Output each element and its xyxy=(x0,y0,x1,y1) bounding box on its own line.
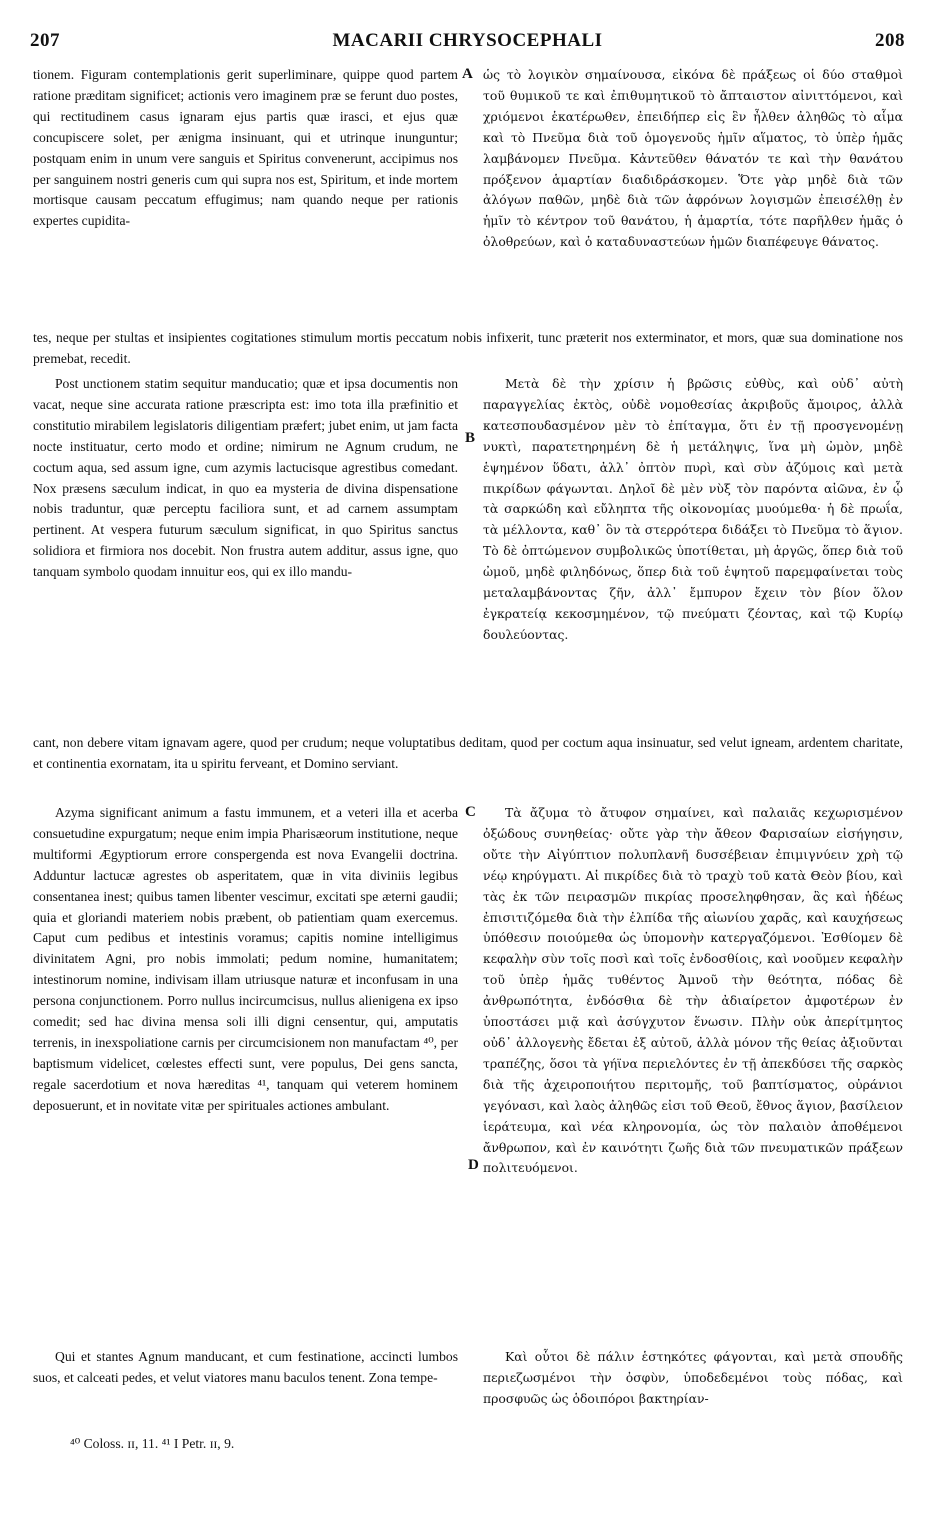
greek-paragraph-1: ὡς τὸ λογικὸν σημαίνουσα, εἰκόνα δὲ πράξεως οἱ δύο σταθμοὶ τοῦ θυμικοῦ τε καὶ ἐπιθυμητικοῦ τὸ ἄπταιστον αἰνιττόμενοι, καὶ χριόμενοι ἑκατέρωθεν, ἐπειδήπερ εἰς ἓν ἦλθεν ἀληθῶς τὸ αἷμα καὶ τὸ Πνεῦμα διὰ τοῦ ὁμογενοῦς ἡμῖν αἵματος, τὸ ὑπὲρ ἡμᾶς λαμβάνομεν Πνεῦμα. Κἀντεῦθεν θάνατόν τε καὶ τὴν θανάτου πρόξενον ἁμαρτίαν διαδιδράσκομεν. Ὅτε γὰρ μηδὲ διὰ τῶν ἀλόγων παθῶν, μηδὲ διὰ τῶν ἀφρόνων λογισμῶν ἐπεισέλθῃ ἐν ἡμῖν τὸ κέντρον τοῦ θανάτου, ἡ ἁμαρτία, τότε παρῆλθεν ἡμᾶς ὁ ὀλοθρεύων, καὶ ὁ καταδυναστεύων ἡμῶν διαπέφευγε θάνατος. xyxy=(483,67,903,250)
running-header xyxy=(30,30,905,54)
right-page-number: 208 xyxy=(875,30,905,51)
latin-paragraph-4: Qui et stantes Agnum manducant, et cum festinatione, accincti lumbos suos, et calceati pedes, et velut viatores manu baculos tenent. Zona tempe- xyxy=(33,1349,458,1385)
latin-paragraph-3: Azyma significant animum a fastu immunem, et a veteri illa et acerba consuetudine expurgatum; neque enim impia Pharisæorum institutione, neque multiformi Ægyptiorum errore conspergenda est nova Evangelii doctrina. Adduntur lactucæ agrestes ob asperitatem, quæ in vita diviniis legibus consentanea inest; quibus tamen libenter vescimur, excitati spe æterni gaudii; quia et gloriandi materiem nobis præbent, ob patientiam quam exercemus. Caput cum pedibus et intestinis voramus; capitis nomine intelligimus divinitatem Agni, pro nobis immolati; pedum nomine, humanitatem; intestinorum nomine, indivisam illam utriusque naturæ et inconfusam in una persona conjunctionem. Porro nullus incircumcisus, nullus alienigena ex ipso comedit; sed hac divina mensa soli illi digni censentur, qui, amputatis terrenis, in inexspoliatione carnis per circumcisionem non manufactam ⁴⁰, per baptismum videlicet, cœlestes effecti sunt, vere populus, Dei gens sancta, regale sacerdotium et nova hæreditas ⁴¹, tanquam qui veterem hominem deposuerunt, et in novitate vitæ per spirituales actiones ambulant. xyxy=(33,805,458,1113)
left-page-number: 207 xyxy=(30,30,60,51)
latin-paragraph-1: tionem. Figuram contemplationis gerit superliminare, quippe quod partem ratione præditam significet; actionis vero imaginem præ se ferunt duo postes, qui rectitudinem casus ignaram ejus partis quæ irasci, et ejus quæ concupiscere solet, per ænigma insinuant, qui et utrinque inunguntur; postquam enim in unum vere sanguis et Spiritus convenerunt, accipimus nos per sanguinem nostri generis cum qui supra nos est, Spiritum, et inde mortem mortisque causam peccatum effugimus; nam quando neque per rationis expertes cupidita- xyxy=(33,67,458,229)
margin-letter-b: B xyxy=(465,430,476,446)
margin-letter-c: C xyxy=(465,804,476,820)
greek-paragraph-4: Καὶ οὗτοι δὲ πάλιν ἑστηκότες φάγονται, καὶ μετὰ σπουδῆς περιεζωσμένοι τὴν ὀσφὺν, ὑποδεδεμένοι τοὺς πόδας, καὶ προσφυῶς ὡς ὁδοιπόροι βακτηρίαν- xyxy=(483,1349,903,1406)
running-title: MACARII CHRYSOCEPHALI xyxy=(332,30,603,51)
latin-fullwidth-2: cant, non debere vitam ignavam agere, quod per crudum; neque voluptatibus deditam, quod per coctum aqua insinuatur, sed velut igneam, ardentem charitate, et continentia exornatam, ita u spiritu ferveant, et Domino serviant. xyxy=(33,735,903,771)
margin-letter-a: A xyxy=(462,66,473,82)
greek-paragraph-2: Μετὰ δὲ τὴν χρίσιν ἡ βρῶσις εὐθὺς, καὶ οὐδ᾽ αὐτὴ παραγγελίας ἐκτὸς, οὐδὲ νομοθεσίας ἀκριβοῦς ἄμοιρος, ἀλλὰ κατεσπουδασμένον μὲν τὸ ἐπίταγμα, ὅτι ἐν τῇ προσγενομένῃ νυκτὶ, παρατετηρημένη δὲ ἡ μετάληψις, ἵνα μὴ ὠμὸν, μηδὲ ἑψημένον ὕδατι, ἀλλ᾽ ὀπτὸν πυρὶ, καὶ σὺν ἀζύμοις καὶ μετὰ πικρίδων φάγωνται. Δηλοῖ δὲ μὲν νὺξ τὸν παρόντα αἰῶνα, ἐν ᾧ τὰ σαρκώδη καὶ εὔληπτα τῆς οἰκονομίας μυούμεθα· ἡ δὲ πρωΐα, τὰ μέλλοντα, καθ᾽ ὃν τὰ στερρότερα διδάξει τὸ Πνεῦμα τὸ ἅγιον. Τὸ δὲ ὀπτώμενον συμβολικῶς ὑποτίθεται, μὴ ἀργῶς, ὅπερ διὰ τοῦ ὠμοῦ, μηδὲ φιληδόνως, ὅπερ διὰ τοῦ ἑψητοῦ παρεμφαίνεται τοὺς μεταλαμβάνοντας ζῆν, ἀλλ᾽ ἔμπυρον ἔχειν τὸν βίον ὅλον ἐγκρατείᾳ κεκοσμημένον, τῷ πνεύματι ζέοντας, καὶ τῷ Κυρίῳ δουλεύοντας. xyxy=(483,376,903,642)
margin-letter-d: D xyxy=(468,1157,479,1173)
greek-paragraph-3: Τὰ ἄζυμα τὸ ἄτυφον σημαίνει, καὶ παλαιᾶς κεχωρισμένον ὀξώδους συνηθείας· οὔτε γὰρ τὴν ἄθεον Φαρισαίων εἰσήγησιν, οὔτε τὴν Αἰγύπτιον πολυπλανῆ δυσσέβειαν ἐπιμιγνύειν χρὴ τῷ νέῳ κηρύγματι. Αἱ πικρίδες διὰ τὸ τραχὺ τοῦ κατὰ Θεὸν βίου, καὶ τὰς ἐκ τῶν πειρασμῶν πικρίας προσεληφθησαν, ἃς καὶ ἡδέως ἐπισιτιζόμεθα διὰ τὴν ἐλπίδα τῆς αἰωνίου χαρᾶς, καὶ καυχήσεως ὑπόθεσιν ποιούμεθα ὡς ὑπομονὴν κατεργαζόμενοι. Ἐσθίομεν δὲ κεφαλὴν σὺν τοῖς ποσὶ καὶ τοῖς ἐνδοσθίοις, καὶ νοοῦμεν κεφαλὴν τοῦ ὑπὲρ ἡμᾶς τυθέντος Ἀμνοῦ τὴν θεότητα, πόδας δὲ ἀνθρωπότητα, ἐνδόσθια δὲ τὴν ἀδιαίρετον ἀμφοτέρων ἐν ὑποστάσει μιᾷ καὶ ἀσύγχυτον ἕνωσιν. Πλὴν οὐκ ἀπερίτμητος οὐδ᾽ ἀλλογενὴς ἔδεται ἐξ αὐτοῦ, ἀλλὰ μόνον τῆς θείας ἀξιοῦνται τραπέζης, ὅσοι τὰ γήϊνα περιελόντες ἐν τῇ ἀπεκδύσει τῆς σαρκὸς διὰ τῆς ἀχειροποιήτου περιτομῆς, τοῦ βαπτίσματος, οὐράνιοι γεγόνασι, καὶ λαὸς ἀληθῶς εἰσι τοῦ Θεοῦ, ἔθνος ἅγιον, βασίλειον ἱεράτευμα, καὶ νέα κληρονομία, ὡς τὸν παλαιὸν ἀποθέμενοι ἄνθρωπον, καὶ ἐν καινότητι ζωῆς διὰ τῶν πνευματικῶν πράξεων πολιτευόμενοι. xyxy=(483,805,903,1176)
footnotes: ⁴⁰ Coloss. ɪɪ, 11. ⁴¹ I Petr. ɪɪ, 9. xyxy=(70,1436,235,1451)
latin-paragraph-2: Post unctionem statim sequitur manducatio; quæ et ipsa documentis non vacat, neque sine accurata ratione præscripta est: imo tota illa præfinitio et constitutio mirabilem legislatoris diligentiam præfert; jubet enim, ut jam facta nocte instituatur, certo modo et ordine; nimirum ne Agnum crudum, ne coctum aqua, sed assum igne, cum azymis lactucisque agrestibus comedant. Nox præsens sæculum indicat, in quo ea mysteria de divina dispensatione nobis traduntur, quæ perceptu faciliora sunt, et ad carnem assumptam pertinent. At vespera futurum sæculum significat, in quo Spiritus sanctus solidiora et firmiora nos docebit. Non frustra autem additur, assus igne, quo tanquam symbolo quodam innuitur eos, qui ex illo mandu- xyxy=(33,376,458,580)
latin-fullwidth-1: tes, neque per stultas et insipientes cogitationes stimulum mortis peccatum nobis infixerit, tunc præterit nos exterminator, et mors, quæ sua dominatione nos premebat, recedit. xyxy=(33,330,903,366)
